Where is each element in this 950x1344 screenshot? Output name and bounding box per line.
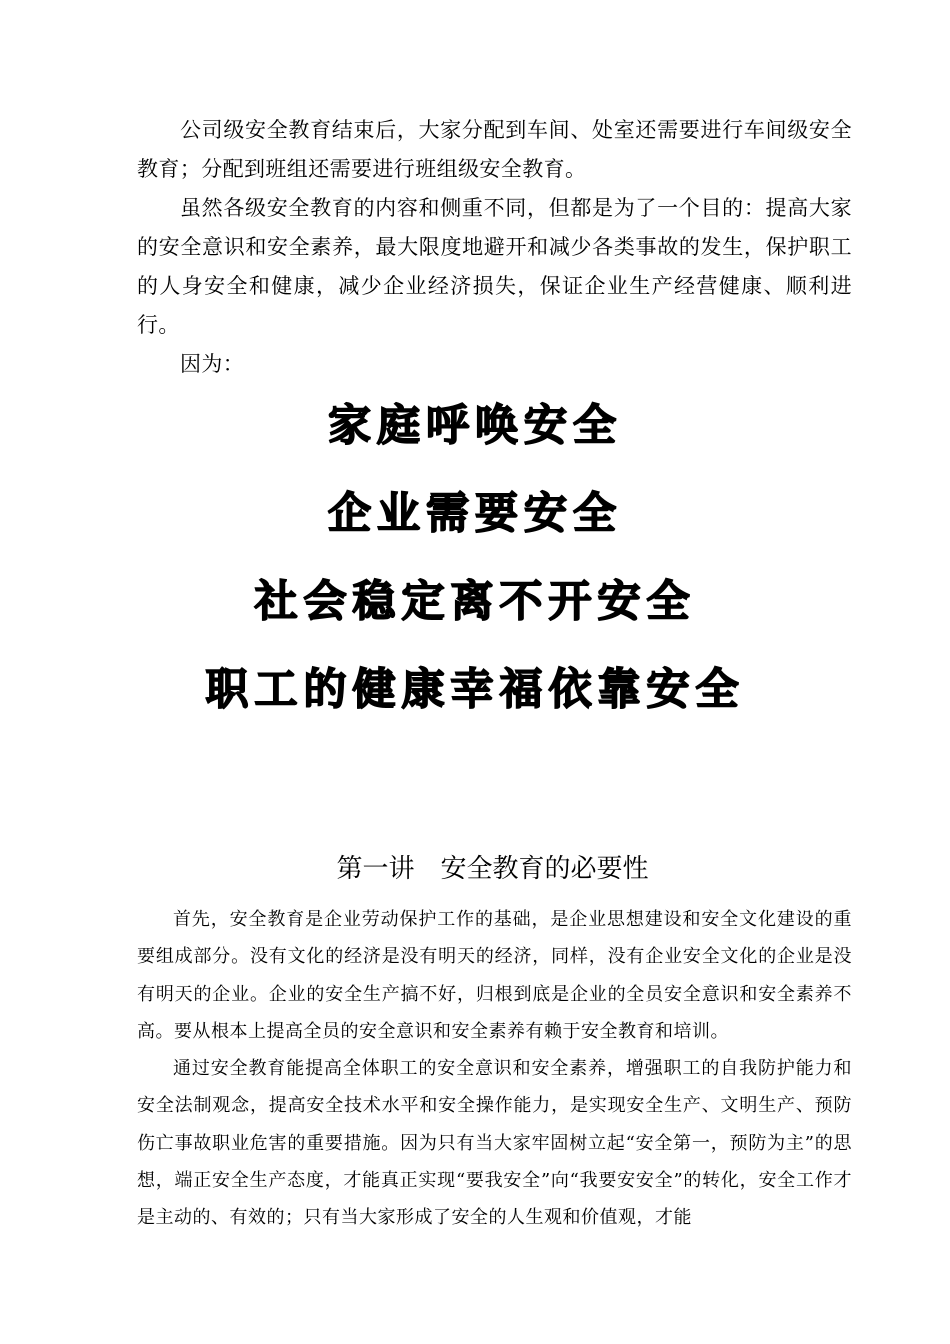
- slogan-line: 职工的健康幸福依靠安全: [205, 665, 745, 715]
- lecture-body: [137, 901, 852, 1237]
- intro-paragraph: 虽然各级安全教育的内容和侧重不同，但都是为了一个目的：提高大家的安全意识和安全素养，最大限度地避开和减少各类事故的发生，保护职工的人身安全和健康，减少企业经济损失，保证企业生产经营健康、顺利进行。: [137, 196, 852, 337]
- slogan-line: 社会稳定离不开安全: [254, 577, 696, 627]
- intro-section: [137, 111, 852, 384]
- slogan-line: 企业需要安全: [328, 489, 622, 539]
- body-paragraph: 首先，安全教育是企业劳动保护工作的基础，是企业思想建设和安全文化建设的重要组成部分。没有文化的经济是没有明天的经济，同样，没有企业安全文化的企业是没有明天的企业。企业的安全生产搞不好，归根到底是企业的全员安全意识和安全素养不高。要从根本上提高全员的安全意识和安全素养有赖于安全教育和培训。: [137, 909, 852, 1042]
- slogan-line: 家庭呼唤安全: [328, 401, 622, 451]
- intro-paragraph: 公司级安全教育结束后，大家分配到车间、处室还需要进行车间级安全教育；分配到班组还需要进行班组级安全教育。: [137, 118, 852, 181]
- lecture-title: 第一讲 安全教育的必要性: [336, 854, 649, 884]
- slogan-block: [0, 382, 950, 734]
- body-paragraph: 通过安全教育能提高全体职工的安全意识和安全素养，增强职工的自我防护能力和安全法制观念，提高安全技术水平和安全操作能力，是实现安全生产、文明生产、预防伤亡事故职业危害的重要措施。因为只有当大家牢固树立起“安全第一，预防为主”的思想，端正安全生产态度，才能真正实现“要我安全”向“我要安安全”的转化，安全工作才是主动的、有效的；只有当大家形成了安全的人生观和价值观，才能: [137, 1058, 852, 1229]
- intro-paragraph: 因为：: [180, 352, 245, 376]
